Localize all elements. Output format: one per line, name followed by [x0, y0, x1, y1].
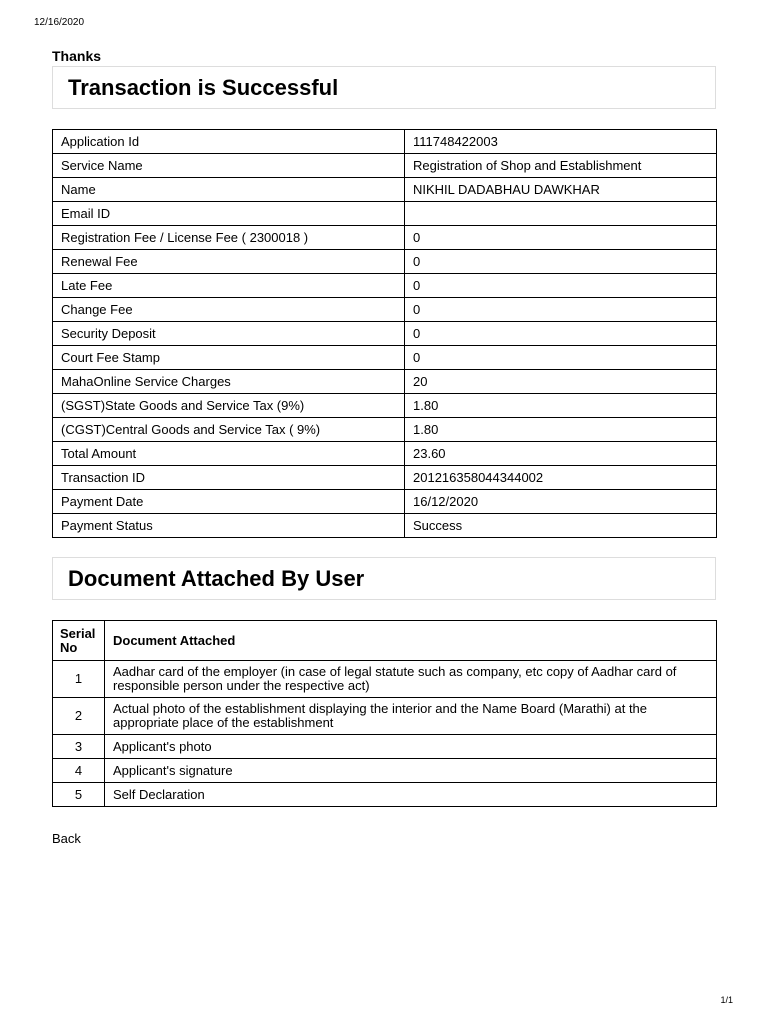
detail-label: Late Fee	[53, 274, 405, 298]
table-row	[53, 661, 717, 698]
detail-label: Transaction ID	[53, 466, 405, 490]
detail-label: Name	[53, 178, 405, 202]
transaction-details-table	[52, 129, 717, 538]
detail-value: Registration of Shop and Establishment	[405, 154, 717, 178]
detail-value: 20	[405, 370, 717, 394]
document-name: Aadhar card of the employer (in case of legal statute such as company, etc copy of Aadhar card of responsible person under the respective act)	[105, 661, 717, 698]
detail-value: 1.80	[405, 394, 717, 418]
document-attached-header: Document Attached	[105, 621, 717, 661]
detail-label: Application Id	[53, 130, 405, 154]
table-header-row	[53, 621, 717, 661]
detail-label: (SGST)State Goods and Service Tax (9%)	[53, 394, 405, 418]
serial-number: 5	[53, 783, 105, 807]
table-row	[53, 346, 717, 370]
table-row	[53, 442, 717, 466]
detail-value: Success	[405, 514, 717, 538]
detail-label: Court Fee Stamp	[53, 346, 405, 370]
status-panel	[52, 66, 716, 109]
table-row	[53, 783, 717, 807]
table-row	[53, 759, 717, 783]
detail-label: Service Name	[53, 154, 405, 178]
table-row	[53, 418, 717, 442]
print-date: 12/16/2020	[34, 17, 85, 28]
detail-label: Registration Fee / License Fee ( 2300018 )	[53, 226, 405, 250]
detail-value: NIKHIL DADABHAU DAWKHAR	[405, 178, 717, 202]
detail-value: 0	[405, 250, 717, 274]
detail-value	[405, 202, 717, 226]
table-row	[53, 178, 717, 202]
document-name: Applicant's signature	[105, 759, 717, 783]
table-row	[53, 466, 717, 490]
detail-value: 0	[405, 298, 717, 322]
table-row	[53, 202, 717, 226]
detail-value: 23.60	[405, 442, 717, 466]
detail-label: Renewal Fee	[53, 250, 405, 274]
serial-number: 3	[53, 735, 105, 759]
table-row	[53, 698, 717, 735]
detail-value: 16/12/2020	[405, 490, 717, 514]
table-row	[53, 226, 717, 250]
table-row	[53, 130, 717, 154]
table-row	[53, 514, 717, 538]
table-row	[53, 370, 717, 394]
detail-value: 201216358044344002	[405, 466, 717, 490]
detail-label: Payment Date	[53, 490, 405, 514]
table-row	[53, 490, 717, 514]
table-row	[53, 298, 717, 322]
table-row	[53, 394, 717, 418]
status-title: Transaction is Successful	[68, 75, 339, 100]
document-name: Self Declaration	[105, 783, 717, 807]
documents-title: Document Attached By User	[68, 566, 365, 591]
detail-label: Payment Status	[53, 514, 405, 538]
serial-no-header: Serial No	[53, 621, 105, 661]
detail-value: 0	[405, 274, 717, 298]
serial-number: 2	[53, 698, 105, 735]
table-row	[53, 274, 717, 298]
table-row	[53, 735, 717, 759]
detail-value: 1.80	[405, 418, 717, 442]
detail-label: Security Deposit	[53, 322, 405, 346]
detail-label: (CGST)Central Goods and Service Tax ( 9%)	[53, 418, 405, 442]
detail-value: 111748422003	[405, 130, 717, 154]
serial-number: 1	[53, 661, 105, 698]
documents-panel	[52, 557, 716, 600]
documents-table	[52, 620, 717, 807]
table-row	[53, 250, 717, 274]
document-name: Applicant's photo	[105, 735, 717, 759]
detail-label: MahaOnline Service Charges	[53, 370, 405, 394]
serial-number: 4	[53, 759, 105, 783]
detail-label: Total Amount	[53, 442, 405, 466]
thanks-label: Thanks	[52, 48, 102, 64]
detail-label: Change Fee	[53, 298, 405, 322]
back-link[interactable]: Back	[52, 831, 81, 846]
detail-value: 0	[405, 346, 717, 370]
page-number: 1/1	[720, 995, 733, 1005]
table-row	[53, 154, 717, 178]
detail-value: 0	[405, 322, 717, 346]
detail-label: Email ID	[53, 202, 405, 226]
table-row	[53, 322, 717, 346]
document-name: Actual photo of the establishment displaying the interior and the Name Board (Marathi) at the appropriate place of the establishment	[105, 698, 717, 735]
detail-value: 0	[405, 226, 717, 250]
